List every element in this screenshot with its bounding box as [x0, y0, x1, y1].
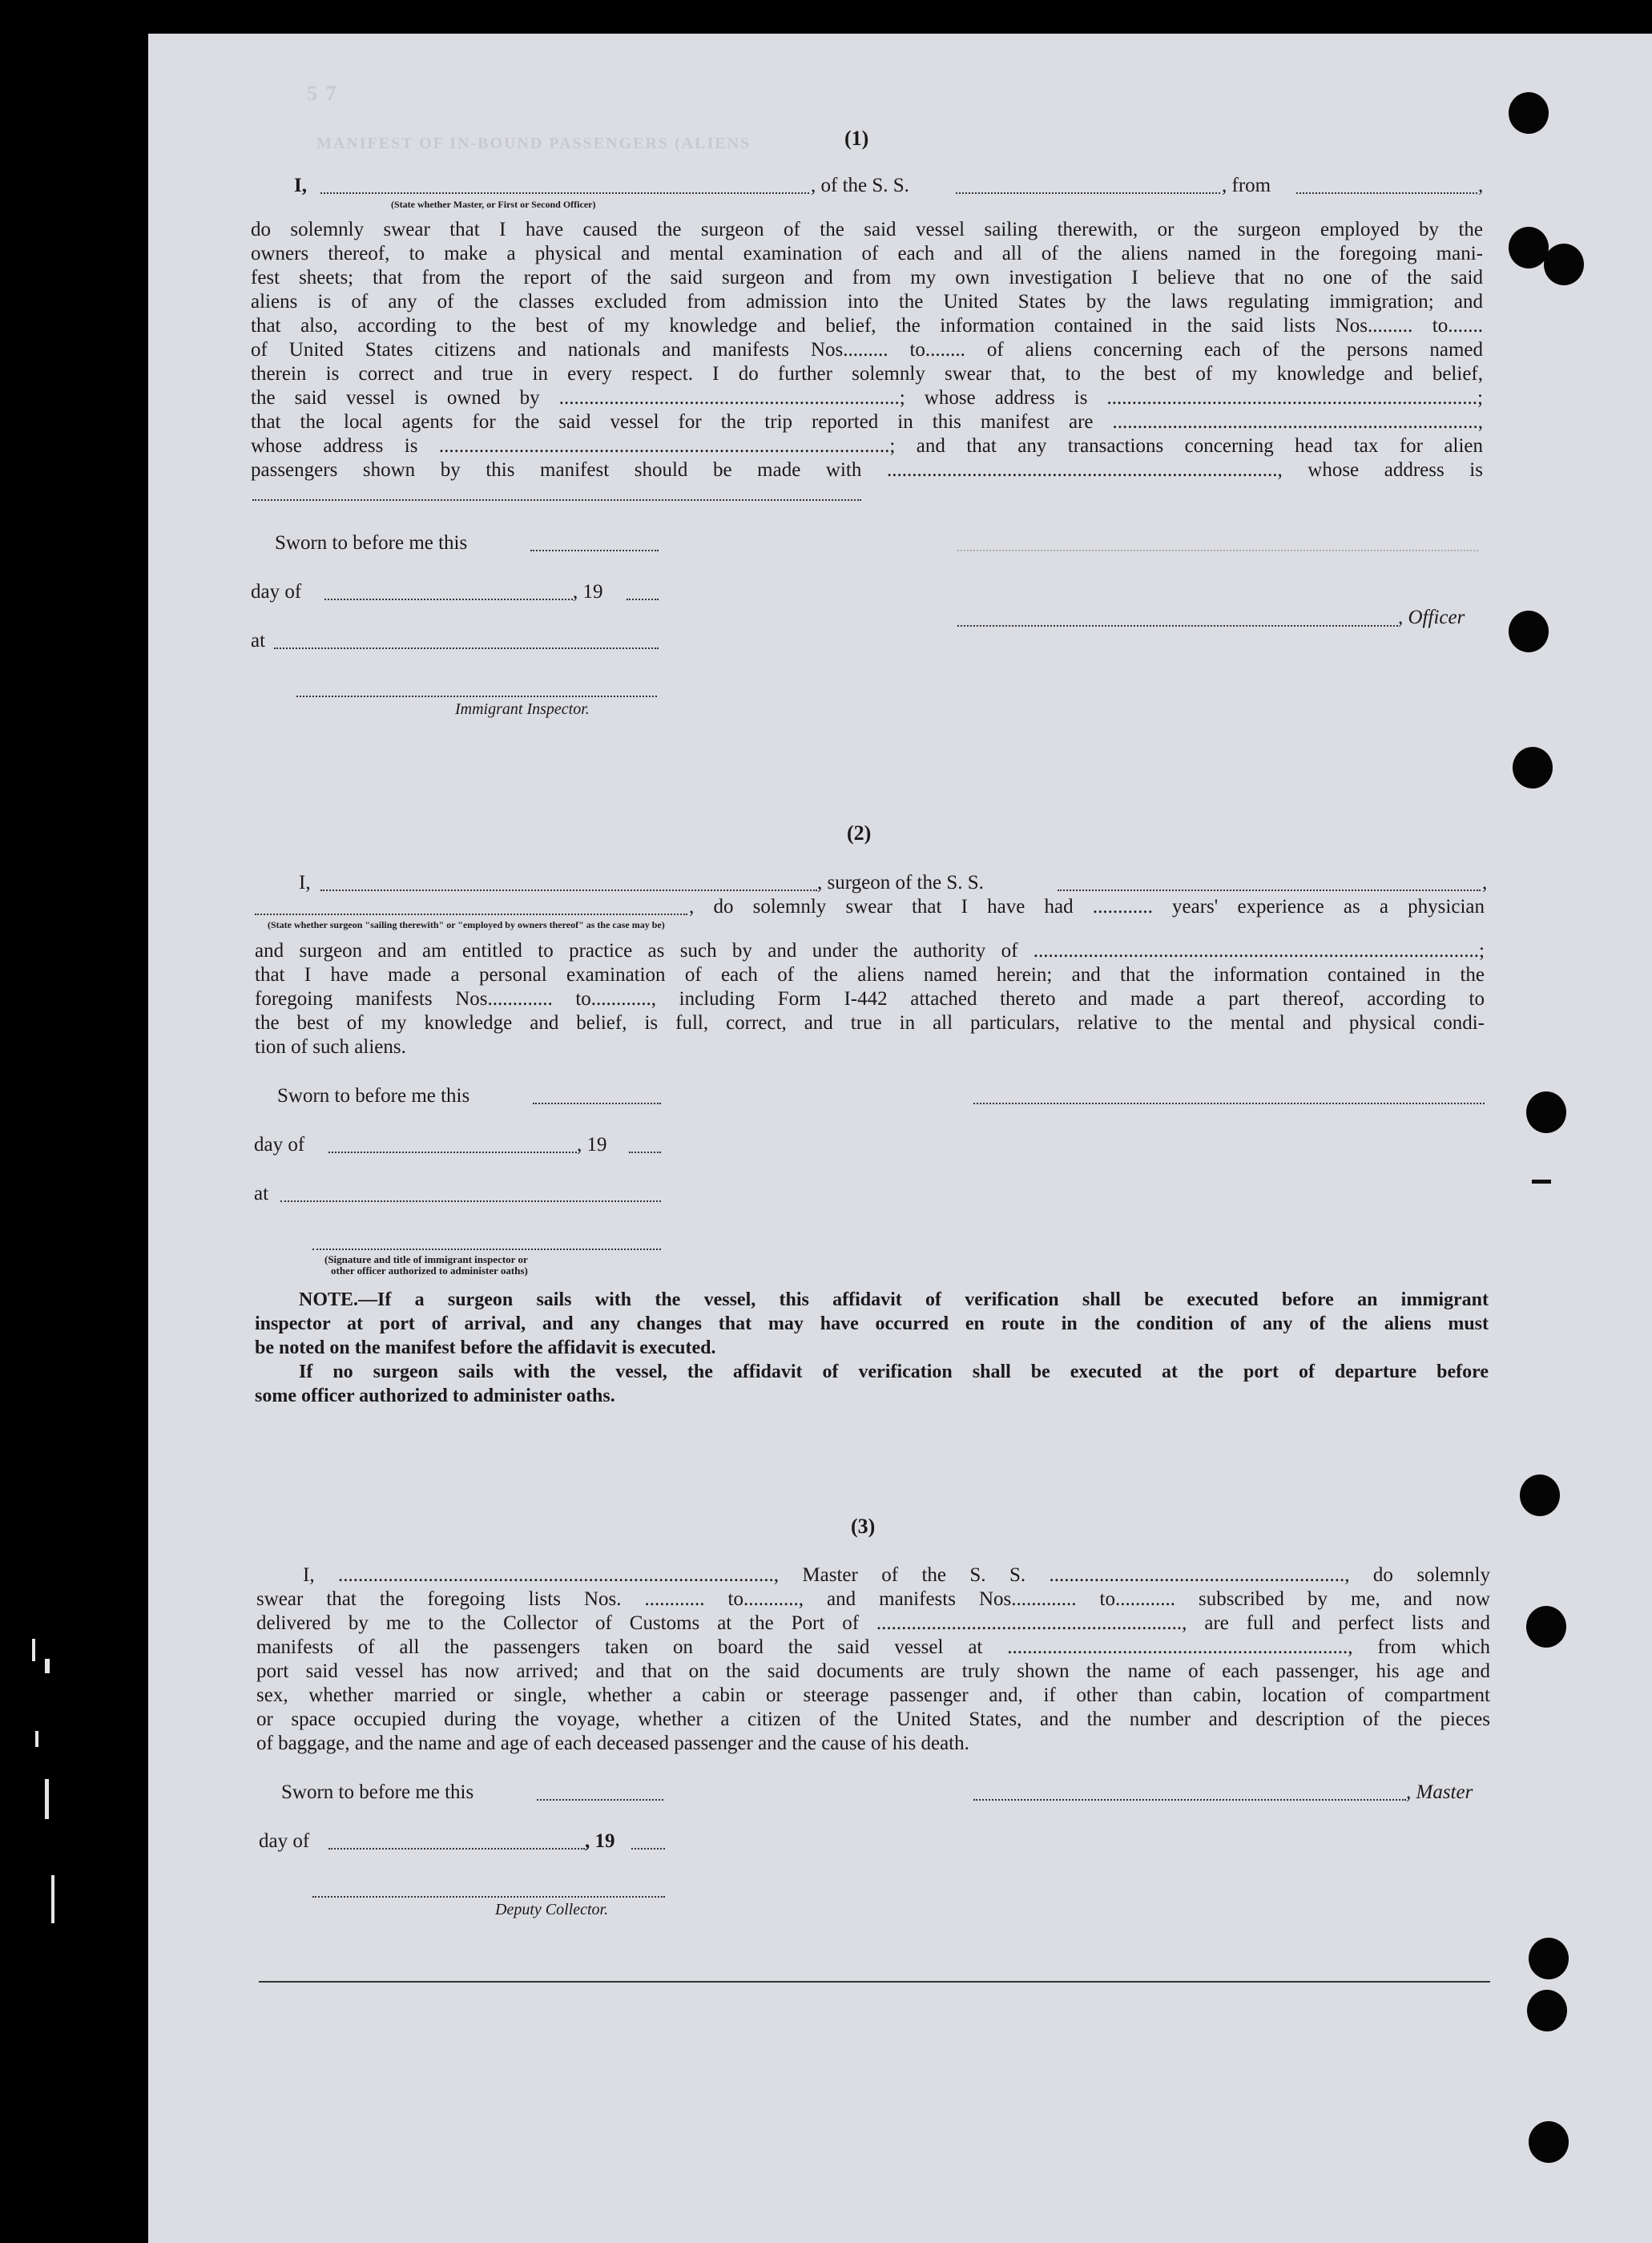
- s1-from-blank[interactable]: [1296, 192, 1477, 194]
- s1-year-blank[interactable]: [627, 599, 659, 600]
- s3-body-line: or space occupied during the voyage, whether a citizen of the United States, and the number and description of the pieces: [256, 1708, 1490, 1730]
- binder-hole: [1526, 1091, 1566, 1133]
- scan-edge-mark: [35, 1731, 38, 1747]
- s3-body-line: I, ......................................................................................., Master of the S. S. ..........................................................., do solemnly: [303, 1564, 1490, 1586]
- s1-officer-hint: (State whether Master, or First or Second Officer): [391, 199, 596, 210]
- s3-master-sig[interactable]: [973, 1799, 1406, 1801]
- binder-hole: [1509, 92, 1549, 134]
- s2-note-line: inspector at port of arrival, and any changes that may have occurred en route in the condition of any of the aliens must: [255, 1313, 1489, 1334]
- s2-year: , 19: [577, 1134, 607, 1156]
- s3-body-line: swear that the foregoing lists Nos. ............ to..........., and manifests Nos............. to............ subscribed by me, and now: [256, 1588, 1490, 1610]
- section-3-number: (3): [851, 1515, 876, 1538]
- s2-surgeon-hint: (State whether surgeon "sailing therewith" or "employed by owners thereof" as the case may be): [268, 919, 665, 930]
- s2-i: I,: [299, 872, 311, 894]
- scan-edge-mark: [45, 1779, 49, 1819]
- s2-sworn: Sworn to before me this: [277, 1085, 470, 1107]
- s1-from: , from: [1222, 175, 1271, 196]
- s2-at-blank[interactable]: [280, 1200, 661, 1202]
- s3-sworn: Sworn to before me this: [281, 1781, 474, 1803]
- s3-day-blank[interactable]: [328, 1848, 585, 1850]
- s1-inspector-label: Immigrant Inspector.: [455, 700, 590, 718]
- s1-body: [251, 218, 1483, 482]
- binder-hole: [1520, 1474, 1560, 1516]
- s3-body-line: of baggage, and the name and age of each deceased passenger and the cause of his death.: [256, 1733, 969, 1754]
- s1-body-line: aliens is of any of the classes excluded from admission into the United States by the laws regulating immigration; and: [251, 291, 1483, 313]
- s2-signature-hint-2: other officer authorized to administer oaths): [331, 1265, 528, 1277]
- s2-year-blank[interactable]: [629, 1152, 661, 1153]
- s1-body-line: that also, according to the best of my knowledge and belief, the information contained in the said lists Nos......... to.......: [251, 315, 1483, 337]
- s2-note-line: some officer authorized to administer oaths.: [255, 1386, 615, 1406]
- s2-surgeon-blank[interactable]: [320, 890, 817, 891]
- s1-sworn-blank[interactable]: [530, 550, 659, 551]
- s2-note-line: NOTE.—If a surgeon sails with the vessel, this affidavit of verification shall be executed before an immigrant: [299, 1289, 1489, 1310]
- s2-line2: , do solemnly swear that I have had ............ years' experience as a physician: [689, 896, 1485, 918]
- binder-hole: [1513, 747, 1553, 789]
- s1-day-of: day of: [251, 581, 302, 603]
- s1-year: , 19: [573, 581, 603, 603]
- scan-edge-mark: [45, 1659, 50, 1673]
- s2-body: [255, 939, 1485, 1059]
- binder-hole: [1529, 2121, 1569, 2163]
- s3-body-line: port said vessel has now arrived; and that on the said documents are truly shown the name of each passenger, his age and: [256, 1660, 1490, 1682]
- page-stamp: 5 7: [307, 82, 338, 105]
- s3-master-label: , Master: [1406, 1781, 1473, 1803]
- bleed-through-text: MANIFEST OF IN-BOUND PASSENGERS (ALIENS: [316, 135, 751, 152]
- s1-officer-blank[interactable]: [320, 192, 809, 194]
- s3-body-line: sex, whether married or single, whether a cabin or steerage passenger and, if other than cabin, location of compartment: [256, 1684, 1490, 1706]
- s1-body-line: therein is correct and true in every respect. I do further solemnly swear that, to the best of my knowledge and belief,: [251, 363, 1483, 385]
- s1-at-blank[interactable]: [274, 647, 659, 649]
- s1-body-line: of United States citizens and nationals and manifests Nos......... to........ of aliens concerning each of the persons named: [251, 339, 1483, 361]
- s1-day-blank[interactable]: [324, 599, 573, 600]
- s1-at: at: [251, 630, 266, 652]
- s2-body-line: foregoing manifests Nos............. to............, including Form I-442 attached thereto and made a part thereof, according to: [255, 988, 1485, 1010]
- binder-hole: [1544, 244, 1584, 285]
- s3-year: , 19: [585, 1830, 615, 1852]
- s3-sworn-blank[interactable]: [537, 1799, 663, 1801]
- s2-capacity-blank[interactable]: [255, 914, 687, 915]
- s1-officer-label: [1398, 606, 1465, 630]
- binder-hole: [1527, 1990, 1567, 2031]
- binder-hole: [1529, 1938, 1569, 1979]
- s1-i: I,: [294, 175, 307, 196]
- s1-officer-sig-upper[interactable]: [957, 550, 1478, 551]
- bottom-rule: [259, 1981, 1490, 1983]
- s2-note-line: be noted on the manifest before the affidavit is executed.: [255, 1337, 716, 1358]
- s2-day-blank[interactable]: [328, 1152, 577, 1153]
- s2-body-line: the best of my knowledge and belief, is full, correct, and true in all particulars, relative to the mental and physical condi-: [255, 1012, 1485, 1034]
- binder-hole: [1526, 1606, 1566, 1648]
- s3-body-line: delivered by me to the Collector of Customs at the Port of ............................................................., are full and perfect lists and: [256, 1612, 1490, 1634]
- s1-ship-blank[interactable]: [956, 192, 1220, 194]
- s2-signature-hint-1: (Signature and title of immigrant inspector or: [324, 1253, 528, 1265]
- s1-body-line: passengers shown by this manifest should be made with .............................................................................., whose address is: [251, 459, 1483, 481]
- binder-hole: [1509, 611, 1549, 652]
- s2-comma: ,: [1482, 872, 1488, 894]
- s2-at: at: [254, 1183, 269, 1204]
- s2-body-line: and surgeon and am entitled to practice as such by and under the authority of .........................................................................................;: [255, 940, 1485, 962]
- s1-comma: ,: [1478, 175, 1484, 196]
- s2-ship-blank[interactable]: [1058, 890, 1481, 891]
- s1-body-line: whose address is ..........................................................................................; and that any transactions concerning head tax for alien: [251, 435, 1483, 457]
- scan-edge-mark: [32, 1639, 35, 1661]
- s1-body-line: owners thereof, to make a physical and mental examination of each and all of the aliens named in the foregoing mani-: [251, 243, 1483, 264]
- s2-body-line: that I have made a personal examination of each of the aliens named herein; and that the information contained in the: [255, 964, 1485, 986]
- s2-body-line: tion of such aliens.: [255, 1036, 406, 1058]
- s1-sworn: Sworn to before me this: [275, 532, 468, 554]
- s1-body-line: fest sheets; that from the report of the said surgeon and from my own investigation I believe that no one of the said: [251, 267, 1483, 288]
- s3-collector-label: Deputy Collector.: [495, 1901, 609, 1918]
- edge-dash: [1532, 1180, 1551, 1184]
- s2-day-of: day of: [254, 1134, 305, 1156]
- s1-of-ss: , of the S. S.: [811, 175, 909, 196]
- s1-officer-sig[interactable]: [957, 625, 1398, 627]
- s1-body-line: the said vessel is owned by ....................................................................; whose address is ..........................................................................;: [251, 387, 1483, 409]
- scan-edge-mark: [51, 1875, 54, 1923]
- s3-year-blank[interactable]: [631, 1848, 665, 1850]
- s2-inspector-sig[interactable]: [312, 1249, 661, 1250]
- s1-body-line: that the local agents for the said vessel for the trip reported in this manifest are .........................................................................,: [251, 411, 1483, 433]
- s3-body: [256, 1563, 1490, 1756]
- s3-body-line: manifests of all the passengers taken on board the said vessel at ...................................................................., from which: [256, 1636, 1490, 1658]
- s1-officer-text: , Officer: [1398, 607, 1465, 628]
- s2-sworn-blank[interactable]: [533, 1103, 661, 1104]
- s3-collector-sig[interactable]: [312, 1896, 665, 1898]
- s1-body-line: do solemnly swear that I have caused the surgeon of the said vessel sailing therewith, or the surgeon employed by the: [251, 219, 1483, 240]
- s1-address-blank[interactable]: [252, 499, 861, 501]
- s2-note: [255, 1288, 1489, 1408]
- s3-day-of: day of: [259, 1830, 310, 1852]
- s2-note-line: If no surgeon sails with the vessel, the affidavit of verification shall be executed at the port of departure before: [299, 1362, 1489, 1382]
- s2-surgeon: , surgeon of the S. S.: [817, 872, 984, 894]
- s2-signature-blank[interactable]: [973, 1103, 1485, 1104]
- binder-hole: [1509, 227, 1549, 268]
- section-2-number: (2): [847, 821, 872, 845]
- section-1-number: (1): [844, 127, 869, 150]
